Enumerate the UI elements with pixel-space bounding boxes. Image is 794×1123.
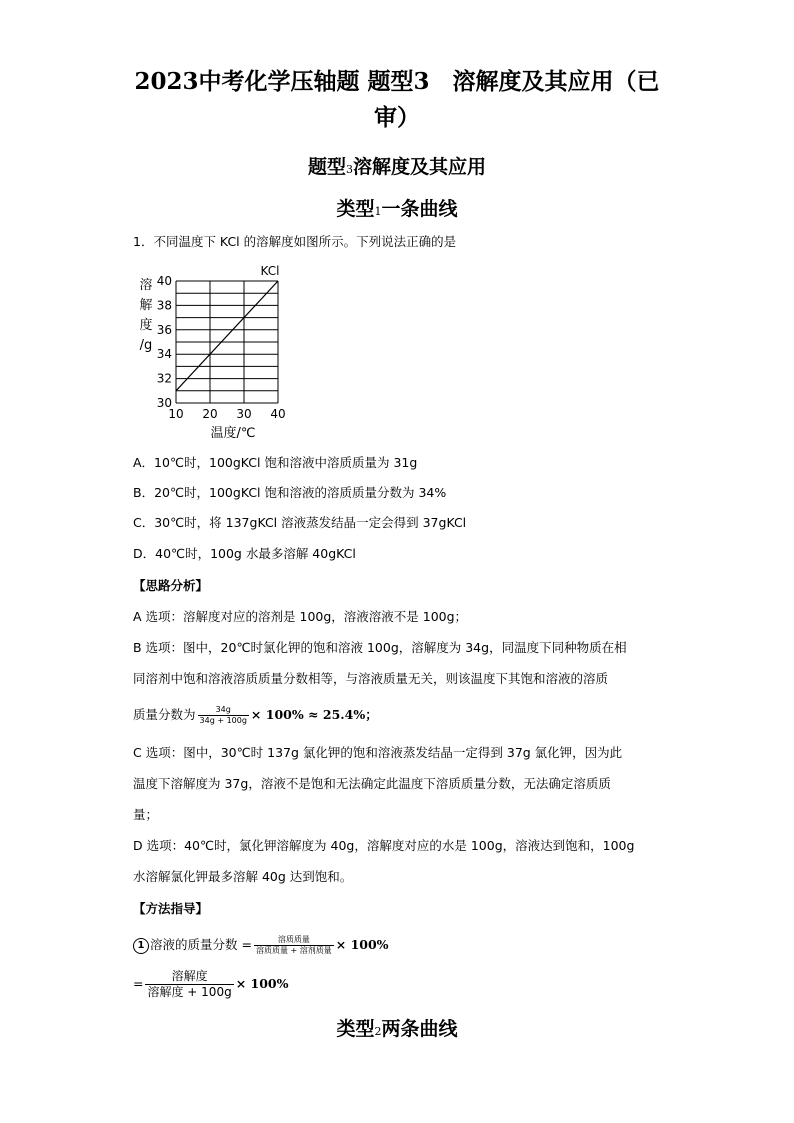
- analysis-header: 【思路分析】: [133, 578, 209, 593]
- question-stem: 1．不同温度下 KCl 的溶解度如图所示。下列说法正确的是: [133, 234, 457, 249]
- fraction-f2: [145, 969, 233, 1000]
- analysis-c1: C 选项：图中，30℃时 137g 氯化钾的饱和溶液蒸发结晶一定得到 37g 氯化钾，因为此: [133, 745, 623, 760]
- analysis-a: A 选项：溶解度对应的溶剂是 100g，溶液溶液不是 100g；: [133, 609, 468, 624]
- fraction-b3-numerator: 34g: [198, 705, 249, 716]
- y-axis-label-char: 溶: [139, 278, 153, 293]
- y-tick-label: 36: [156, 322, 172, 337]
- method-f1-suffix: × 100%: [335, 937, 389, 952]
- solubility-chart: [128, 258, 328, 438]
- analysis-b3-result: × 100% ≈ 25.4%；: [250, 707, 378, 722]
- type-1-text: 一条曲线: [381, 198, 458, 220]
- method-header: 【方法指导】: [133, 901, 209, 916]
- type-2-text: 两条曲线: [381, 1018, 458, 1040]
- fraction-f1-denominator: 溶质质量 + 溶剂质量: [255, 946, 332, 955]
- y-tick-label: 38: [156, 298, 172, 313]
- type-1-heading: [0, 194, 794, 221]
- x-tick-label: 20: [202, 407, 218, 421]
- method-f2-prefix: =: [133, 976, 144, 991]
- fraction-f1: [254, 935, 334, 956]
- fraction-b3: [198, 705, 249, 726]
- analysis-b1: B 选项：图中，20℃时氯化钾的饱和溶液 100g，溶解度为 34g，同温度下同种物质在相: [133, 640, 627, 655]
- x-tick-label: 40: [270, 407, 286, 421]
- type-2-number: 2: [374, 1025, 382, 1038]
- analysis-c2: 温度下溶解度为 37g，溶液不是饱和无法确定此温度下溶质质量分数，无法确定溶质质: [133, 776, 611, 791]
- fraction-f2-denominator: 溶解度 + 100g: [147, 985, 232, 999]
- title-line-2: 审）: [374, 104, 420, 131]
- analysis-b2: 同溶剂中饱和溶液溶质质量分数相等，与溶液质量无关，则该温度下其饱和溶液的溶质: [133, 671, 609, 686]
- type-2-prefix: 类型: [336, 1018, 375, 1040]
- y-tick-label: 40: [156, 274, 172, 288]
- method-formula-2: [133, 968, 673, 1000]
- analysis-c3: 量；: [133, 807, 159, 822]
- x-axis-label: 温度/℃: [210, 426, 256, 438]
- x-tick-label: 30: [236, 407, 252, 421]
- y-tick-label: 32: [156, 371, 172, 386]
- analysis-b3: [133, 699, 673, 730]
- analysis-d2: 水溶解氯化钾最多溶解 40g 达到饱和。: [133, 869, 353, 884]
- option-b: B．20℃时，100gKCl 饱和溶液的溶质质量分数为 34%: [133, 485, 447, 500]
- x-tick-label: 10: [168, 407, 184, 421]
- fraction-f2-numerator: 溶解度: [145, 969, 233, 985]
- y-tick-label: 34: [156, 347, 172, 362]
- type-1-number: 1: [374, 205, 382, 218]
- type-2-heading: [0, 1014, 794, 1041]
- document-title: [110, 64, 684, 136]
- title-line-1: 2023中考化学压轴题 题型3 溶解度及其应用（已: [134, 68, 660, 95]
- series-line-kcl: [176, 281, 278, 391]
- y-axis-label-char: 解: [139, 298, 153, 313]
- option-c: C．30℃时，将 137gKCl 溶液蒸发结晶一定会得到 37gKCl: [133, 515, 467, 530]
- series-label-kcl: KCl: [260, 264, 280, 278]
- y-axis-label-char: 度: [139, 318, 153, 333]
- type-1-prefix: 类型: [336, 198, 375, 220]
- analysis-b3-prefix: 质量分数为: [133, 707, 196, 722]
- option-a: A．10℃时，100gKCl 饱和溶液中溶质质量为 31g: [133, 455, 418, 470]
- y-tick-label: 30: [156, 396, 172, 410]
- section-title-text: 溶解度及其应用: [353, 156, 487, 178]
- circled-number-icon: 1: [133, 938, 149, 954]
- fraction-f1-numerator: 溶质质量: [254, 935, 334, 946]
- option-d: D．40℃时，100g 水最多溶解 40gKCl: [133, 546, 356, 561]
- section-title-number: 3: [346, 163, 353, 176]
- section-title: [0, 152, 794, 179]
- fraction-b3-denominator: 34g + 100g: [199, 716, 247, 725]
- y-axis-label-char: /g: [139, 338, 153, 353]
- method-f1-prefix: 溶液的质量分数 =: [150, 937, 252, 952]
- method-formula-1: [133, 929, 673, 960]
- method-f2-suffix: × 100%: [235, 976, 289, 991]
- section-title-prefix: 题型: [307, 156, 346, 178]
- analysis-d1: D 选项：40℃时，氯化钾溶解度为 40g，溶解度对应的水是 100g，溶液达到饱和，100g: [133, 838, 635, 853]
